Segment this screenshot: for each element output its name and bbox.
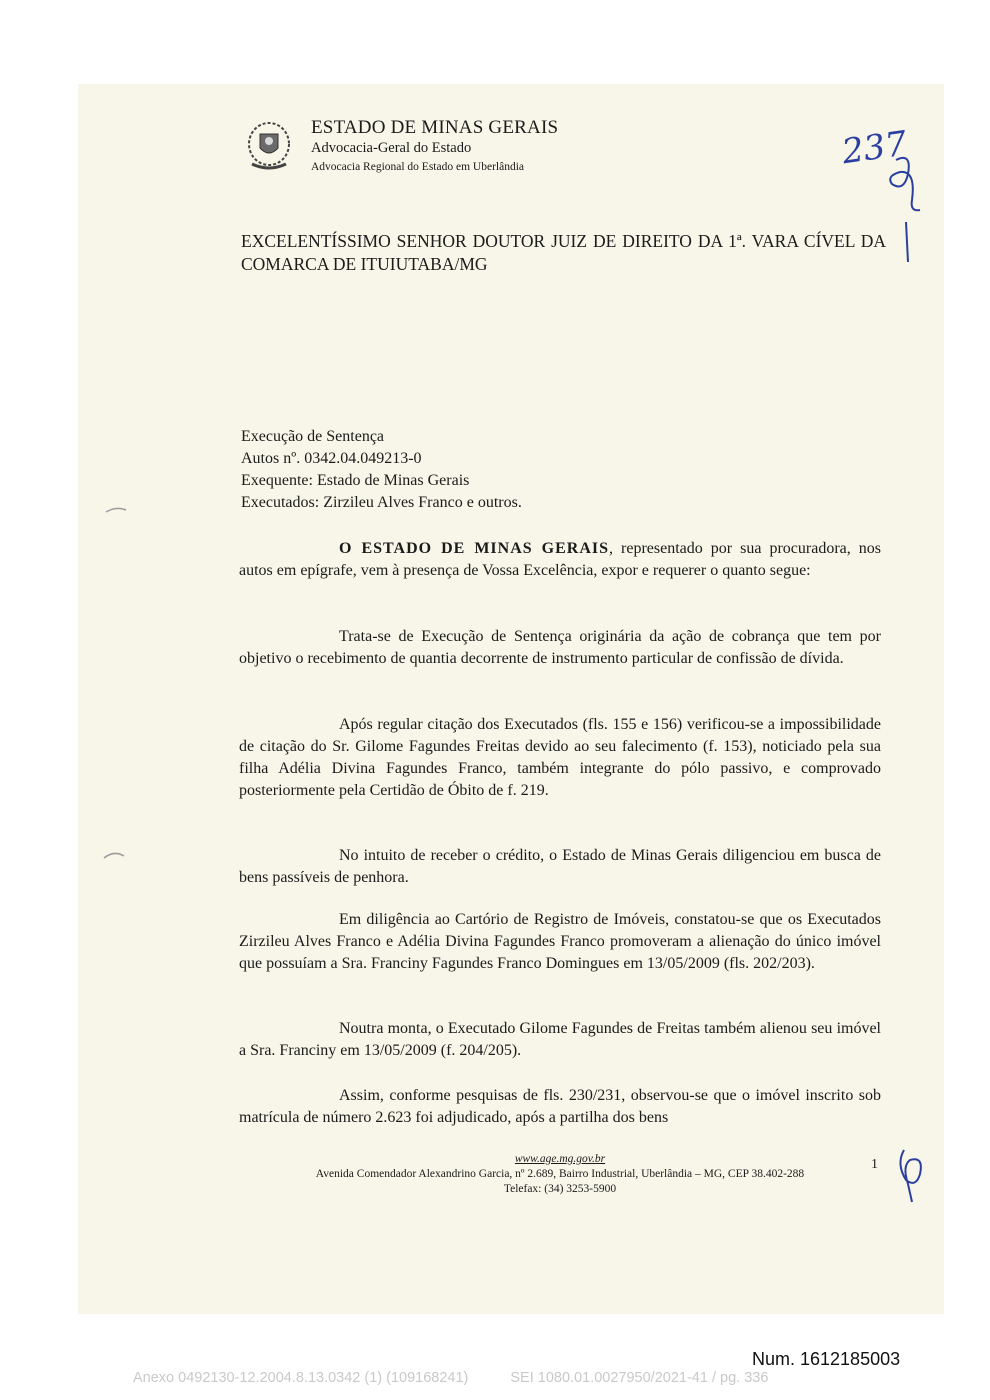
body-paragraph-3: [239, 714, 881, 802]
body-paragraph-4: [239, 845, 881, 889]
body-paragraph-6: [239, 1018, 881, 1062]
sei-reference: SEI 1080.01.0027950/2021-41 / pg. 336: [510, 1370, 769, 1386]
header-agency-name: Advocacia-Geral do Estado: [311, 140, 472, 156]
paragraph-text: Trata-se de Execução de Sentença originária da ação de cobrança que tem por objetivo o recebimento de quantia decorrente de instrumento particular de confissão de dívida.: [239, 628, 881, 667]
paragraph-text: Assim, conforme pesquisas de fls. 230/231, observou-se que o imóvel inscrito sob matrícula de número 2.623 foi adjudicado, após a partilha dos bens: [239, 1087, 881, 1126]
body-paragraph-5: [239, 909, 881, 975]
footer-page-number: 1: [871, 1157, 878, 1172]
case-defendants: Executados: Zirzileu Alves Franco e outros.: [241, 494, 522, 511]
body-paragraph-2: [239, 626, 881, 670]
body-paragraph-7: [239, 1085, 881, 1129]
page-footer: [240, 1152, 880, 1197]
case-plaintiff: Exequente: Estado de Minas Gerais: [241, 472, 470, 489]
footer-website-link[interactable]: www.age.mg.gov.br: [514, 1153, 606, 1165]
case-number: Autos nº. 0342.04.049213-0: [241, 450, 422, 467]
case-type: Execução de Sentença: [241, 428, 385, 445]
document-number-stamp: Num. 1612185003: [752, 1349, 901, 1369]
footer-address: Avenida Comendador Alexandrino Garcia, nº 2.689, Bairro Industrial, Uberlândia – MG, CEP 38.402-288: [315, 1168, 805, 1180]
paragraph-text: Após regular citação dos Executados (fls. 155 e 156) verificou-se a impossibilidade de citação do Sr. Gilome Fagundes Freitas devido ao seu falecimento (f. 153), noticiado pela sua filha Adélia Divina Fagundes Franco, também integrante do pólo passivo, e comprovado posteriormente pela Certidão de Óbito de f. 219.: [239, 716, 881, 799]
header-regional-office: Advocacia Regional do Estado em Uberlândia: [311, 161, 524, 173]
addressee-heading: EXCELENTÍSSIMO SENHOR DOUTOR JUIZ DE DIREITO DA 1ª. VARA CÍVEL DA COMARCA DE ITUIUTABA/MG: [241, 231, 886, 274]
annex-stamp: [133, 1370, 883, 1386]
handwritten-page-number: 237: [839, 123, 910, 173]
paragraph-text: Em diligência ao Cartório de Registro de Imóveis, constatou-se que os Executados Zirzileu Alves Franco e Adélia Divina Fagundes Franco promoveram a alienação do único imóvel que possuíam a Sra. Franciny Fagundes Franco Domingues em 13/05/2009 (fls. 202/203).: [239, 911, 881, 972]
header-state-name: ESTADO DE MINAS GERAIS: [311, 117, 559, 138]
paragraph-text: No intuito de receber o crédito, o Estado de Minas Gerais diligenciou em busca de bens passíveis de penhora.: [239, 847, 881, 886]
case-caption: [241, 426, 522, 514]
paragraph-text: Noutra monta, o Executado Gilome Fagundes de Freitas também alienou seu imóvel a Sra. Franciny em 13/05/2009 (f. 204/205).: [239, 1020, 881, 1059]
body-paragraph-1: [239, 538, 881, 582]
annex-reference: Anexo 0492130-12.2004.8.13.0342 (1) (109168241): [133, 1370, 469, 1386]
party-name: O ESTADO DE MINAS GERAIS: [339, 540, 610, 557]
footer-phone: Telefax: (34) 3253-5900: [503, 1183, 617, 1195]
paragraph-text: , representado por sua procuradora, nos autos em epígrafe, vem à presença de Vossa Excelência, expor e requerer o quanto segue:: [239, 540, 882, 579]
state-coat-of-arms-icon: [246, 120, 292, 172]
